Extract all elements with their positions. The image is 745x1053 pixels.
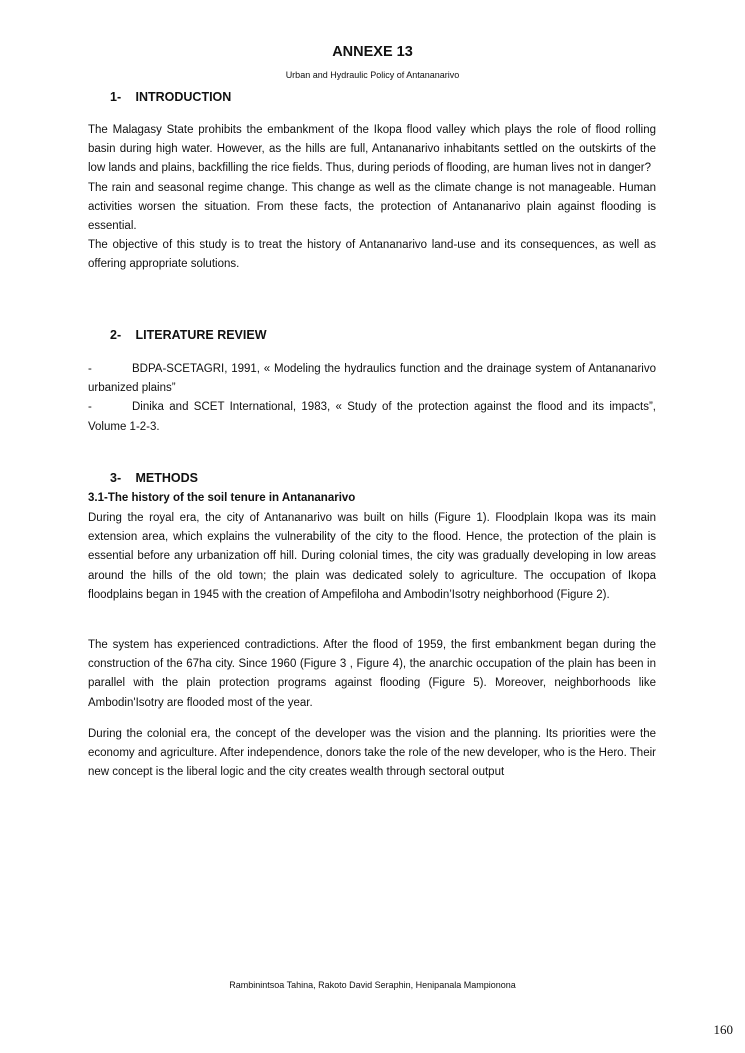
section-title: INTRODUCTION (135, 90, 232, 104)
page-number: 160 (713, 1022, 733, 1037)
paragraph: The Malagasy State prohibits the embankment of the Ikopa flood valley which plays the role of flood rolling basin during high water. However, as the hills are full, Antananarivo inhabitants settled on the outskirts of the low lands and plains, backfilling the rice fields. Thus, during periods of flooding, are human lives not in danger? (88, 124, 656, 175)
section-heading-literature-review (110, 328, 267, 342)
section-heading-introduction (110, 90, 231, 104)
list-dash: - (88, 401, 92, 414)
paragraph: The objective of this study is to treat the history of Antananarivo land-use and its consequences, as well as offering appropriate solutions. (88, 239, 656, 271)
page-subtitle: Urban and Hydraulic Policy of Antananarivo (285, 70, 460, 80)
methods-body-3 (88, 725, 656, 783)
methods-body-2 (88, 636, 656, 713)
page-title: ANNEXE 13 (332, 44, 413, 60)
subsection-heading: 3.1-The history of the soil tenure in Antananarivo (88, 492, 356, 504)
section-title: METHODS (135, 471, 198, 485)
paragraph: During the royal era, the city of Antananarivo was built on hills (Figure 1). Floodplain Ikopa was its main extension area, which explains the vulnerability of the city to the flood. Hence, the protection of the plain is essential before any urbanization off hill. During colonial times, the city was gradually developing in low areas around the hills of the old town; the plain was dedicated solely to agriculture. The occupation of Ikopa floodplains began in 1945 with the creation of Ampefiloha and Ambodin’Isotry neighborhood (Figure 2). (88, 512, 656, 601)
section-number: 3- (110, 471, 122, 485)
list-item-text: BDPA-SCETAGRI, 1991, « Modeling the hydraulics function and the drainage system of Antananarivo urbanized plains” (88, 363, 656, 395)
footer-authors: Rambinintsoa Tahina, Rakoto David Seraphin, Henipanala Mampionona (229, 980, 516, 990)
introduction-body (88, 121, 656, 275)
methods-body-1 (88, 509, 656, 605)
paragraph: During the colonial era, the concept of the developer was the vision and the planning. Its priorities were the economy and agriculture. After independence, donors take the role of the new developer, who is the Hero. Their new concept is the liberal logic and the city creates wealth through sectoral output (88, 728, 656, 779)
section-title: LITERATURE REVIEW (135, 328, 267, 342)
list-item (88, 360, 656, 398)
paragraph: The rain and seasonal regime change. This change as well as the climate change is not manageable. Human activities worsen the situation. From these facts, the protection of Antananarivo plain against flooding is essential. (88, 181, 656, 233)
section-number: 2- (110, 328, 122, 342)
section-number: 1- (110, 90, 122, 104)
list-item-text: Dinika and SCET International, 1983, « Study of the protection against the flood and its impacts”, Volume 1-2-3. (88, 401, 656, 433)
paragraph: The system has experienced contradictions. After the flood of 1959, the first embankment began during the construction of the 67ha city. Since 1960 (Figure 3 , Figure 4), the anarchic occupation of the plain has been in parallel with the plain protection programs against flooding (Figure 5). Moreover, neighborhoods like Ambodin'Isotry are flooded most of the year. (88, 639, 656, 709)
section-heading-methods (110, 471, 198, 485)
list-item (88, 398, 656, 436)
list-dash: - (88, 363, 92, 375)
literature-list (88, 360, 656, 437)
